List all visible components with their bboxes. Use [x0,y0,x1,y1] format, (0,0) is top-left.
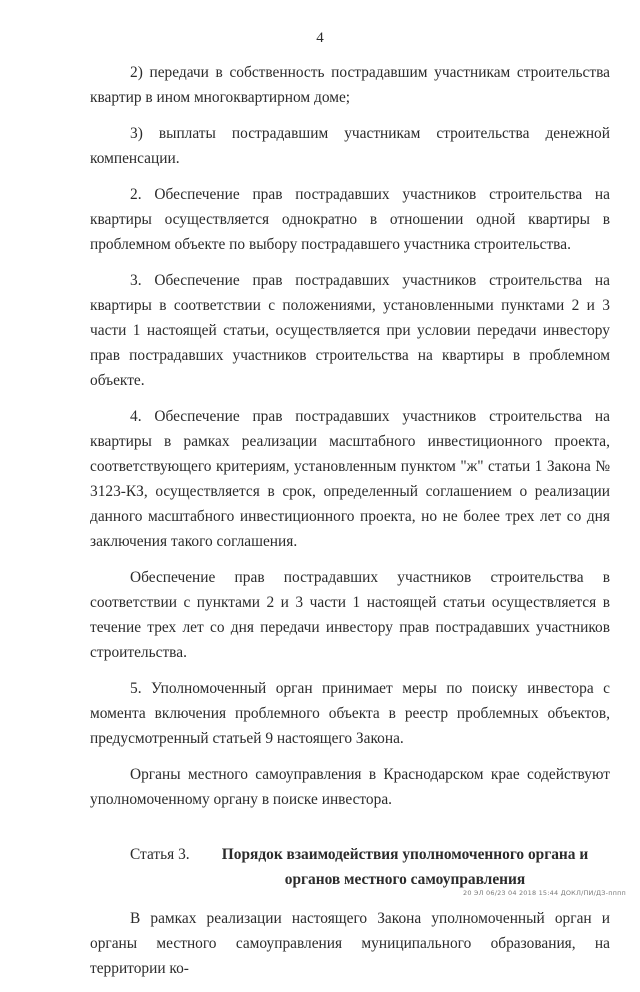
paragraph: 3. Обеспечение прав пострадавших участников строительства на квартиры в соответствии с положениями, установленными пунктами 2 и 3 части 1 настоящей статьи, осуществляется при условии передачи инвестору прав пострадавших участников строительства на квартиры в проблемном объекте. [90,272,610,389]
paragraph: Обеспечение прав пострадавших участников строительства в соответствии с пунктами 2 и 3 части 1 настоящей статьи осуществляется в течение трех лет со дня передачи инвестору прав пострадавших участников строительства. [90,569,610,661]
document-body [90,60,610,992]
page-number: 4 [316,30,324,46]
paragraph: 5. Уполномоченный орган принимает меры по поиску инвестора с момента включения проблемного объекта в реестр проблемных объектов, предусмотренный статьей 9 настоящего Закона. [90,680,610,747]
paragraph: 2. Обеспечение прав пострадавших участников строительства на квартиры осуществляется однократно в отношении одной квартиры в проблемном объекте по выбору пострадавшего участника строительства. [90,186,610,253]
paragraph: 2) передачи в собственность пострадавшим участникам строительства квартир в ином многоквартирном доме; [90,64,610,106]
paragraph: 4. Обеспечение прав пострадавших участников строительства на квартиры в рамках реализации масштабного инвестиционного проекта, соответствующего критериям, установленным пунктом "ж" статьи 1 Закона № 3123-КЗ, осуществляется в срок, определенный соглашением о реализации данного масштабного инвестиционного проекта, но не более трех лет со дня заключения такого соглашения. [90,408,610,550]
paragraph: Органы местного самоуправления в Краснодарском крае содействуют уполномоченному органу в поиске инвестора. [90,766,610,808]
article-label: Статья 3. [130,846,190,863]
paragraph: 3) выплаты пострадавшим участникам строительства денежной компенсации. [90,125,610,167]
article-title: Порядок взаимодействия уполномоченного органа и органов местного самоуправления [221,846,589,888]
article-heading [90,842,610,892]
paragraph: В рамках реализации настоящего Закона уполномоченный орган и органы местного самоуправления муниципального образования, на территории ко- [90,910,610,977]
footer-stamp: 20 ЭЛ 06/23 04 2018 15:44 ДОКЛ/ПИ/ДЗ-пппп [463,889,626,897]
